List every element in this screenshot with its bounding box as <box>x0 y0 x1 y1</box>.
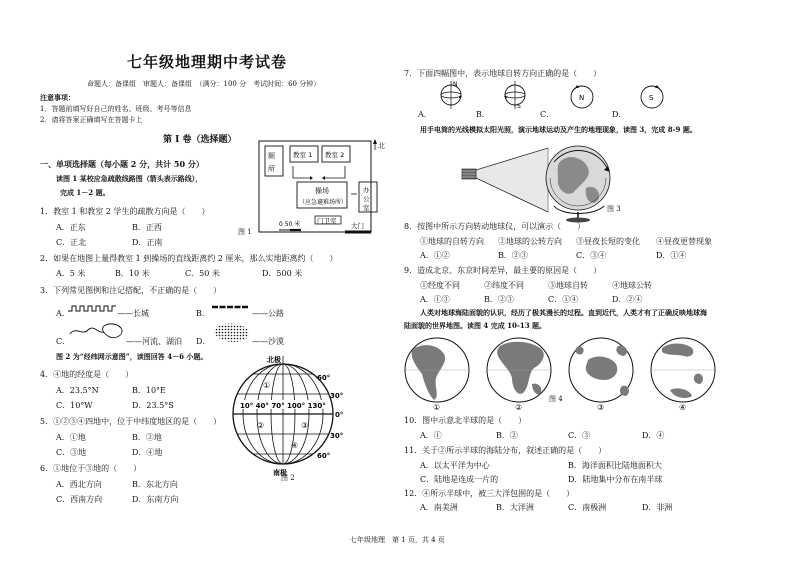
fig2-lat-30n: 30° <box>330 392 344 400</box>
q7-option-a[interactable]: A． <box>418 110 432 119</box>
fig3-intro: 用手电筒的光线模拟太阳光照，演示地球运动及产生的地理现象，读图 3，完成 8-9 题。 <box>420 125 697 134</box>
notice-2: 2．请将答案正确填写在答题卡上 <box>40 116 143 124</box>
q9-choice-1: ①经度不同 <box>420 281 460 290</box>
fig1-toilet-2: 所 <box>268 165 275 173</box>
q3-b-label: ——公路 <box>252 309 284 318</box>
fig2-north-pole: 北极 <box>267 356 281 364</box>
q4-option-a[interactable]: A．23.5°N <box>56 386 99 395</box>
hemisphere-2 <box>487 338 551 412</box>
fig4-label-1: ① <box>433 403 441 412</box>
q2-stem: 2．如果在地图上量得教室 1 到操场的直线距离约 2 厘米，那么实地距离约（ ） <box>40 254 338 263</box>
fig2-point-2: ② <box>257 421 265 430</box>
desert-symbol-icon <box>212 322 252 342</box>
fig4-label-2: ② <box>515 403 523 412</box>
q9-option-c[interactable]: C．①④ <box>548 295 579 304</box>
fig2-graticule-globe <box>225 358 345 478</box>
q11-option-a[interactable]: A．以太平洋为中心 <box>420 461 490 470</box>
q10-stem: 10．图中示意北半球的是（ ） <box>404 416 527 425</box>
q3-option-a[interactable]: A． <box>56 309 70 318</box>
q9-option-d[interactable]: D．②④ <box>612 295 643 304</box>
q5-option-b[interactable]: B．②地 <box>132 433 162 442</box>
authors-line: 命题人：备课组 审题人：备课组 （满分：100 分 考试时间：60 分钟） <box>87 80 321 88</box>
q9-choice-3: ③地球自转 <box>548 281 588 290</box>
q3-option-c[interactable]: C． <box>56 337 71 346</box>
fig1-toilet-1: 厕 <box>268 152 275 160</box>
q1-option-a[interactable]: A．正东 <box>56 223 86 232</box>
fig1-guard: 门卫室 <box>317 217 337 225</box>
q3-option-d[interactable]: D． <box>196 337 211 346</box>
notice-title: 注意事项： <box>40 93 75 102</box>
q12-stem: 12．④所示半球中，被三大洋包围的是（ ） <box>404 489 575 498</box>
q9-option-b[interactable]: B．②③ <box>484 295 514 304</box>
q1-option-b[interactable]: B．正西 <box>132 223 162 232</box>
fig1-north-label: 北 <box>378 142 385 150</box>
q5-option-c[interactable]: C．③地 <box>56 448 87 457</box>
q8-choice-1: ①地球的自转方向 <box>420 237 484 246</box>
fig3-caption: 图 3 <box>607 205 621 213</box>
q10-option-d[interactable]: D．④ <box>642 431 665 440</box>
fig2-point-4: ④ <box>291 441 299 450</box>
part-title: 一、单项选择题（每小题 2 分，共计 50 分） <box>40 159 204 169</box>
q9-stem: 9．造成北京、东京时间差异，最主要的原因是（ ） <box>404 266 602 275</box>
fig2-lat-30s: 30° <box>330 432 344 440</box>
fig1-evacuation-map <box>255 138 385 238</box>
q12-option-c[interactable]: C．南极洲 <box>568 503 607 512</box>
notice-1: 1．答题前填写好自己的姓名、班级、考号等信息 <box>40 105 192 113</box>
hemisphere-1 <box>405 338 469 412</box>
hemisphere-3 <box>569 338 633 412</box>
q4-option-b[interactable]: B．10°E <box>132 386 166 395</box>
q4-option-d[interactable]: D．23.5°S <box>132 401 174 410</box>
fig4-label-3: ③ <box>597 403 605 412</box>
fig1-caption: 图 1 <box>238 228 252 236</box>
q6-option-a[interactable]: A．西北方向 <box>56 480 102 489</box>
page-footer: 七年级地理 第 1 页，共 4 页 <box>350 536 445 544</box>
fig2-point-3: ③ <box>301 421 309 430</box>
q3-c-label: ——河流、湖泊 <box>126 337 182 346</box>
q3-a-label: ——长城 <box>117 309 149 318</box>
fig1-gate: 大门 <box>351 222 364 230</box>
fig2-caption: 图 2 <box>281 474 295 482</box>
q8-option-c[interactable]: C．③④ <box>576 251 607 260</box>
fig2-lat-0: 0° <box>335 411 344 419</box>
fig4-caption: 图 4 <box>549 395 563 403</box>
q7-a-pole: N <box>453 81 458 88</box>
q1-option-d[interactable]: D．正南 <box>132 238 163 247</box>
q3-stem: 3．下列常见图例和注记搭配，不正确的是（ ） <box>40 286 222 295</box>
fig1-office-1: 办 <box>363 186 370 194</box>
fig1-office-2: 公 <box>363 195 370 203</box>
q7-c-pole: N <box>579 94 585 102</box>
q8-option-b[interactable]: B．②③ <box>498 251 528 260</box>
fig1-intro-2: 完成 1－2 题。 <box>60 188 110 197</box>
q9-option-a[interactable]: A．①③ <box>420 295 450 304</box>
road-symbol-icon <box>212 304 248 312</box>
q11-stem: 11．关于②所示半球的海陆分布，叙述正确的是（ ） <box>404 446 607 455</box>
q5-stem: 5．①②③④四地中，位于中纬度地区的是（ ） <box>40 417 222 426</box>
q12-option-b[interactable]: B．大洋洲 <box>496 503 534 512</box>
river-lake-symbol-icon <box>68 320 124 342</box>
rotation-diagram-d <box>638 84 666 110</box>
q2-option-a[interactable]: A．5 米 <box>56 269 86 278</box>
fig1-class2: 教室 2 <box>325 151 345 159</box>
hemisphere-4 <box>651 338 715 412</box>
fig4-label-4: ④ <box>679 403 687 412</box>
page-title: 七年级地理期中考试卷 <box>127 53 288 71</box>
q1-stem: 1．教室 1 和教室 2 学生的疏散方向是（ ） <box>40 207 210 216</box>
q11-option-d[interactable]: D．陆地集中分布在南半球 <box>568 475 663 484</box>
fig1-playground-2: （应急避难场所） <box>299 199 348 206</box>
q6-option-d[interactable]: D．东南方向 <box>132 495 179 504</box>
q2-option-c[interactable]: C．50 米 <box>185 269 220 278</box>
fig4-intro-2: 陆面貌的世界地图。读图 4 完成 10-13 题。 <box>404 321 547 330</box>
q8-stem: 8．按图中所示方向转动地球仪，可以演示（ ） <box>404 222 586 231</box>
q7-stem: 7．下面四幅图中，表示地球自转方向正确的是（ ） <box>404 69 602 78</box>
q6-option-c[interactable]: C．西南方向 <box>56 495 103 504</box>
rotation-diagram-a <box>438 80 464 110</box>
fig2-lat-60s: 60° <box>317 452 331 460</box>
fig2-longitude-labels: 10° 40° 70° 100° 130° <box>240 402 326 410</box>
fig1-office-3: 室 <box>363 204 370 212</box>
fig2-point-1: ① <box>263 381 271 390</box>
q7-d-pole: S <box>649 94 654 102</box>
fig1-scale: 0 50 米 <box>279 221 301 228</box>
q2-option-d[interactable]: D．500 米 <box>262 269 303 278</box>
q7-option-b[interactable]: B． <box>476 110 490 119</box>
q1-option-c[interactable]: C．正北 <box>56 238 87 247</box>
fig1-intro-1: 读图 1 某校应急疏散线路图（箭头表示路线）， <box>56 174 203 183</box>
q8-choice-4: ④昼夜更替现象 <box>656 237 712 246</box>
q9-choice-4: ④地球公转 <box>612 281 652 290</box>
q8-option-d[interactable]: D．①④ <box>656 251 687 260</box>
q3-option-b[interactable]: B． <box>196 309 210 318</box>
fig2-lat-60n: 60° <box>317 374 331 382</box>
fig1-class1: 教室 1 <box>293 151 313 159</box>
fig2-south-pole: 南极 <box>273 469 287 477</box>
q3-d-label: ——沙漠 <box>252 337 284 346</box>
q7-b-pole: S <box>517 103 521 110</box>
fig1-playground-1: 操场 <box>315 187 329 195</box>
q7-option-c[interactable]: C． <box>540 110 555 119</box>
q12-option-a[interactable]: A．南美洲 <box>420 503 458 512</box>
q12-option-d[interactable]: D．非洲 <box>642 503 673 512</box>
q6-stem: 6．①地位于③地的（ ） <box>40 464 142 473</box>
great-wall-symbol-icon <box>68 302 116 314</box>
fig4-hemispheres <box>400 334 730 414</box>
fig4-intro-1: 人类对地球海陆面貌的认识，经历了极其漫长的过程。直到近代，人类才有了正确反映地球海 <box>420 308 707 317</box>
q4-option-c[interactable]: C．10°W <box>56 401 93 410</box>
q11-option-b[interactable]: B．海洋面积比陆地面积大 <box>568 461 662 470</box>
q10-option-a[interactable]: A．① <box>420 431 442 440</box>
q5-option-a[interactable]: A．①地 <box>56 433 86 442</box>
q8-choice-2: ②地球的公转方向 <box>498 237 562 246</box>
q10-option-b[interactable]: B．② <box>496 431 518 440</box>
q6-option-b[interactable]: B．东北方向 <box>132 480 178 489</box>
q2-option-b[interactable]: B．10 米 <box>115 269 150 278</box>
q7-option-d[interactable]: D． <box>612 110 627 119</box>
fig2-intro: 图 2 为“经纬网示意图”，读图回答 4－6 小题。 <box>56 352 208 361</box>
q11-option-c[interactable]: C．陆地是连成一片的 <box>420 475 499 484</box>
q4-stem: 4．④地的经度是（ ） <box>40 370 134 379</box>
q10-option-c[interactable]: C．③ <box>568 431 591 440</box>
q8-choice-3: ③昼夜长短的变化 <box>576 237 640 246</box>
rotation-diagram-c <box>568 84 596 110</box>
q5-option-d[interactable]: D．④地 <box>132 448 163 457</box>
q8-option-a[interactable]: A．①② <box>420 251 450 260</box>
rotation-diagram-b <box>502 80 528 110</box>
section-title: 第 I 卷（选择题） <box>163 135 237 145</box>
q9-choice-2: ②纬度不同 <box>484 281 524 290</box>
